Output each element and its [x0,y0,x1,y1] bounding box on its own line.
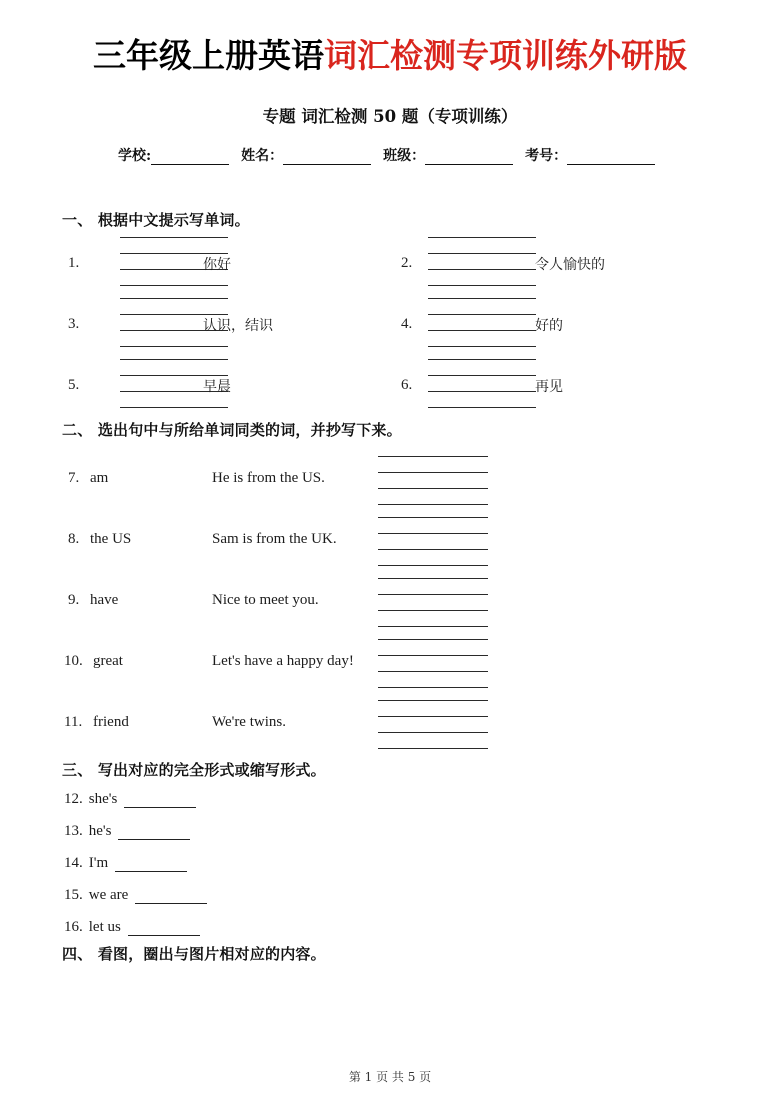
list-item[interactable] [64,887,207,904]
question-number: 16. [64,919,83,935]
school-field[interactable] [118,145,229,165]
guide-line [378,488,488,489]
guide-line [428,285,536,286]
guide-line [120,346,228,347]
question-number: 7. [68,470,80,486]
question-number: 11. [64,714,83,730]
exam-no-field[interactable] [525,145,655,165]
writing-guide[interactable] [428,237,536,289]
question-word: friend [93,714,129,730]
section-heading-4: 四、 看图，圈出与图片相对应的内容。 [62,945,326,963]
writing-guide[interactable] [378,700,488,752]
guide-line [428,407,536,408]
question-number: 9. [68,592,80,608]
guide-line [378,748,488,749]
list-item[interactable] [64,823,190,840]
guide-line [120,298,228,299]
page-footer: 第 1 页 共 5 页 [348,1070,432,1084]
question-text: let us [88,919,121,935]
page-title-black-part: 三年级上册英语 [93,36,324,75]
question-word: am [90,470,109,486]
question-number: 10. [64,653,83,669]
answer-blank[interactable] [135,889,207,904]
guide-line [428,391,536,392]
question-hint: 好的 [535,318,563,334]
question-number: 3. [68,316,80,332]
page-subtitle: 专题 词汇检测 50 题（专项训练） [262,107,518,126]
writing-guide[interactable] [378,456,488,508]
guide-line [378,610,488,611]
page-title [0,38,780,74]
question-hint: 令人愉快的 [535,257,605,273]
guide-line [378,533,488,534]
question-hint: 早晨 [203,379,231,395]
question-hint: 你好 [203,257,231,273]
question-text: I'm [88,855,109,871]
writing-guide[interactable] [378,639,488,691]
section-heading-3: 三、 写出对应的完全形式或缩写形式。 [62,761,326,779]
guide-line [120,285,228,286]
page-title-red-part: 词汇检测专项训练外研版 [324,36,687,75]
guide-line [378,565,488,566]
guide-line [428,359,536,360]
question-number: 14. [64,855,83,871]
question-sentence: He is from the US. [212,470,325,486]
class-field[interactable] [383,145,513,165]
answer-blank[interactable] [128,921,200,936]
guide-line [378,655,488,656]
question-number: 5. [68,377,80,393]
guide-line [428,237,536,238]
question-number: 13. [64,823,83,839]
guide-line [378,456,488,457]
name-label: 姓名： [241,148,284,164]
guide-line [378,472,488,473]
question-sentence: We're twins. [212,714,286,730]
question-sentence: Nice to meet you. [212,592,319,608]
guide-line [428,330,536,331]
student-info-line [118,145,678,165]
guide-line [378,517,488,518]
question-number: 8. [68,531,80,547]
guide-line [378,639,488,640]
guide-line [120,359,228,360]
guide-line [378,687,488,688]
question-word: have [90,592,119,608]
list-item[interactable] [64,855,187,872]
question-number: 2. [401,255,413,271]
guide-line [378,578,488,579]
name-blank[interactable] [283,149,371,165]
guide-line [428,375,536,376]
guide-line [378,700,488,701]
list-item[interactable] [64,791,196,808]
writing-guide[interactable] [378,517,488,569]
question-word: the US [90,531,132,547]
guide-line [428,346,536,347]
guide-line [378,594,488,595]
guide-line [428,269,536,270]
question-number: 4. [401,316,413,332]
question-number: 15. [64,887,83,903]
guide-line [378,549,488,550]
section-heading-2: 二、 选出句中与所给单词同类的词，并抄写下来。 [62,421,402,439]
guide-line [120,237,228,238]
guide-line [378,716,488,717]
school-label: 学校: [118,148,152,164]
guide-line [378,671,488,672]
list-item[interactable] [64,919,200,936]
question-word: great [93,653,123,669]
class-label: 班级： [383,148,426,164]
question-text: she's [88,791,118,807]
class-blank[interactable] [425,149,513,165]
question-number: 6. [401,377,413,393]
writing-guide[interactable] [428,298,536,350]
question-text: we are [88,887,129,903]
guide-line [428,314,536,315]
guide-line [378,504,488,505]
question-sentence: Sam is from the UK. [212,531,337,547]
question-number: 12. [64,791,83,807]
writing-guide[interactable] [378,578,488,630]
answer-blank[interactable] [124,793,196,808]
answer-blank[interactable] [115,857,187,872]
exam-no-label: 考号： [525,148,568,164]
answer-blank[interactable] [118,825,190,840]
exam-no-blank[interactable] [567,149,655,165]
question-hint: 再见 [535,379,563,395]
question-hint: 认识，结识 [203,318,273,334]
guide-line [428,298,536,299]
question-number: 1. [68,255,80,271]
guide-line [120,407,228,408]
question-text: he's [88,823,112,839]
guide-line [378,732,488,733]
guide-line [428,253,536,254]
question-sentence: Let's have a happy day! [212,653,354,669]
school-blank[interactable] [151,149,229,165]
name-field[interactable] [241,145,371,165]
section-heading-1: 一、 根据中文提示写单词。 [62,211,250,229]
guide-line [378,626,488,627]
writing-guide[interactable] [428,359,536,411]
